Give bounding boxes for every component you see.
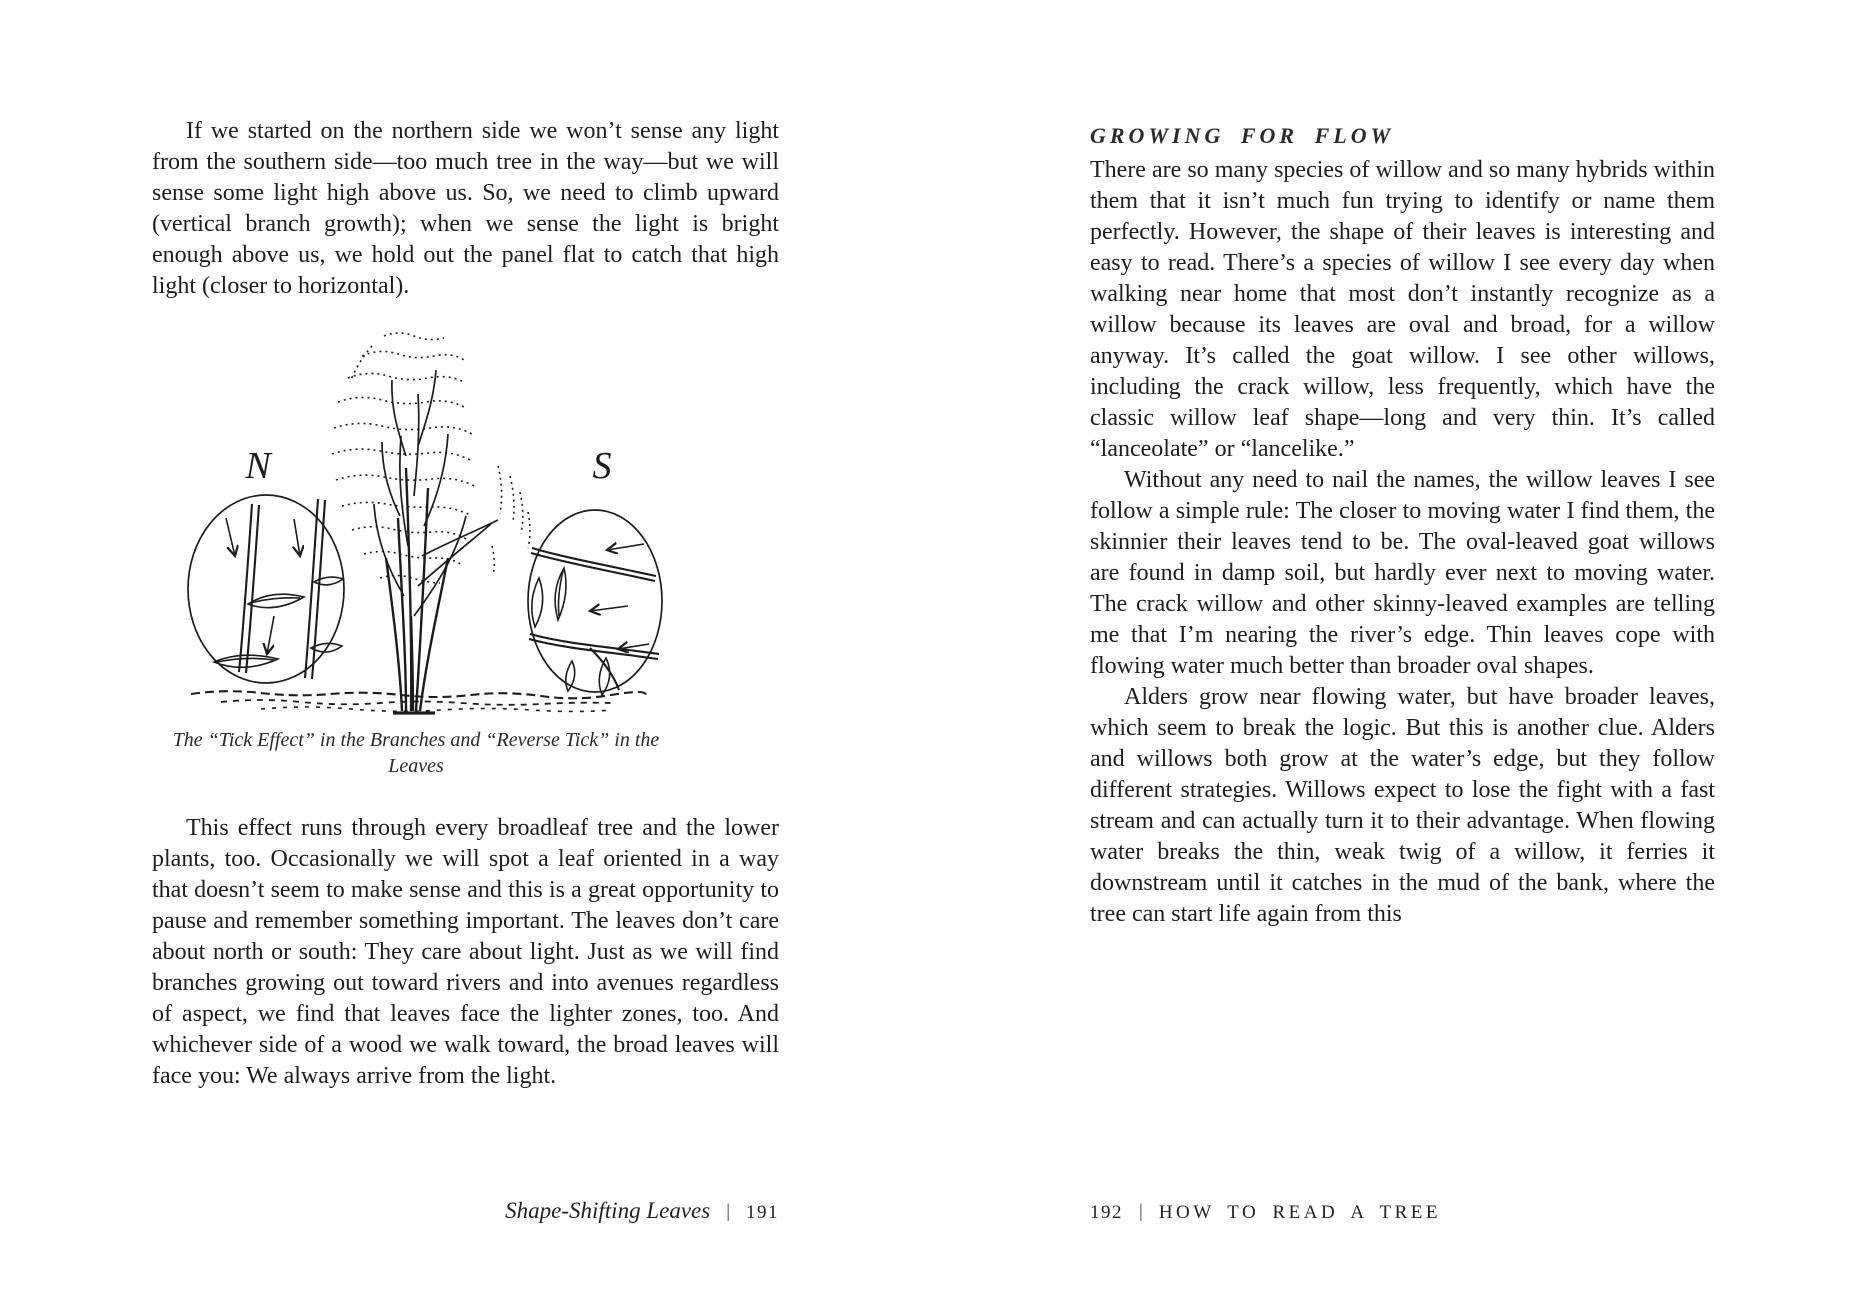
south-leaves: [532, 568, 610, 695]
figure-caption: The “Tick Effect” in the Branches and “Reverse Tick” in the Leaves: [172, 729, 660, 777]
right-page-text-column: [1090, 120, 1715, 930]
footer-page-number: 192: [1090, 1202, 1123, 1223]
right-page-footer: [1090, 1202, 1441, 1224]
south-label: S: [592, 445, 612, 487]
tree-canopy: [332, 333, 530, 583]
footer-separator: |: [1139, 1201, 1143, 1222]
ground-hatching: [191, 691, 646, 713]
section-heading: GROWING FOR FLOW: [1090, 123, 1395, 148]
footer-chapter-title: Shape-Shifting Leaves: [505, 1198, 711, 1223]
right-paragraph-3: Alders grow near flowing water, but have broader leaves, which seem to break the logic. But this is another clue. Alders and willows both grow at the water’s edge, but they follow different strategies. Willows expect to lose the fight with a fast stream and can actually turn it to their advantage. When flowing water breaks the thin, weak twig of a willow, it ferries it downstream until it catches in the mud of the bank, where the tree can start life again from this: [1090, 684, 1715, 927]
tick-effect-figure: [166, 316, 666, 779]
south-arrows: [590, 544, 649, 649]
left-paragraph-1: If we started on the northern side we won’t sense any light from the southern side—too much tree in the way—but we will sense some light high above us. So, we need to climb upward (vertical branch growth); when we sense the light is bright enough above us, we hold out the panel flat to catch that high light (closer to horizontal).: [152, 118, 779, 299]
north-detail-circle: [188, 495, 344, 683]
tree-branches: [374, 370, 498, 616]
left-paragraph-2: This effect runs through every broadleaf tree and the lower plants, too. Occasionally we will spot a leaf oriented in a way that doesn’t seem to make sense and this is a great opportunity to pause and remember something important. The leaves don’t care about north or south: They care about light. Just as we will find branches growing out toward rivers and into avenues regardless of aspect, we find that leaves face the lighter zones, too. And whichever side of a wood we walk toward, the broad leaves will face you: We always arrive from the light.: [152, 815, 779, 1089]
left-page-text-column: [152, 116, 779, 1092]
footer-separator: |: [726, 1201, 730, 1222]
north-arrows: [226, 518, 300, 654]
left-page-footer: [152, 1198, 779, 1224]
right-paragraph-2: Without any need to nail the names, the willow leaves I see follow a simple rule: The closer to moving water I find them, the skinnier their leaves tend to be. The oval-leaved goat willows are found in damp soil, but hardly ever next to moving water. The crack willow and other skinny-leaved examples are telling me that I’m nearing the river’s edge. Thin leaves cope with flowing water much better than broader oval shapes.: [1090, 467, 1715, 679]
north-branches: [239, 499, 325, 679]
footer-page-number: 191: [746, 1202, 779, 1223]
north-label: N: [245, 445, 271, 487]
north-leaves: [214, 577, 343, 667]
footer-book-title: HOW TO READ A TREE: [1158, 1202, 1441, 1223]
right-paragraph-1: There are so many species of willow and so many hybrids within them that it isn’t much fun trying to identify or name them perfectly. However, the shape of their leaves is interesting and easy to read. There’s a species of willow I see every day when walking near home that most don’t instantly recognize as a willow because its leaves are oval and broad, for a willow anyway. It’s called the goat willow. I see other willows, including the crack willow, less frequently, which have the classic willow leaf shape—long and very thin. It’s called “lanceolate” or “lancelike.”: [1090, 157, 1715, 462]
tick-effect-illustration: [166, 316, 666, 718]
south-detail-circle: [528, 510, 662, 695]
